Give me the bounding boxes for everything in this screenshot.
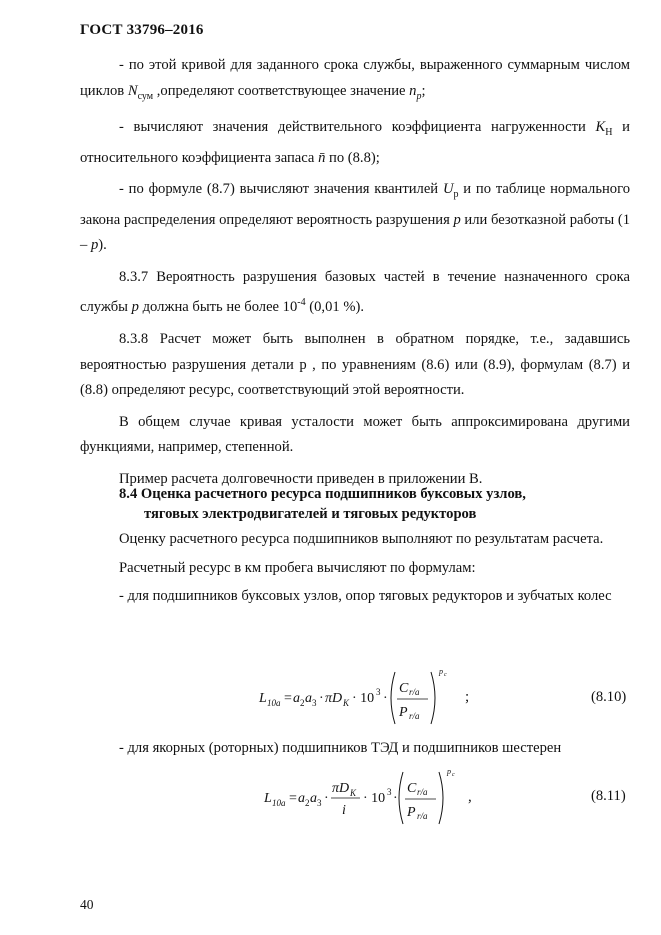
body-text-top bbox=[80, 53, 630, 498]
svg-text:πD: πD bbox=[332, 781, 350, 796]
svg-text:L: L bbox=[259, 691, 267, 706]
paragraph-general: В общем случае кривая усталости может быть аппроксимирована другими функциями, например, степенной. bbox=[80, 413, 630, 456]
svg-text:· 10: · 10 bbox=[352, 691, 375, 706]
svg-text:a: a bbox=[293, 691, 300, 706]
svg-text:3: 3 bbox=[387, 787, 392, 797]
svg-text:p: p bbox=[439, 667, 443, 676]
paragraph-example: Пример расчета долговечности приведен в приложении В. bbox=[119, 470, 483, 487]
page-number: 40 bbox=[80, 897, 94, 912]
paragraph-8-3-8: 8.3.8 Расчет может быть выполнен в обратном порядке, т.е., задавшись вероятностью разрушения детали p , по уравнениям (8.6) или (8.9), формулам (8.7) и (8.8) определяют ресурс, соответствующий этой вероятности. bbox=[80, 330, 630, 399]
formula-8-11 bbox=[260, 763, 460, 829]
equation-number-8-11: (8.11) bbox=[591, 788, 626, 804]
formula-8-10 bbox=[255, 664, 455, 728]
svg-text:i: i bbox=[342, 803, 346, 818]
svg-text:·: · bbox=[383, 691, 388, 706]
svg-text:C: C bbox=[407, 781, 417, 796]
svg-text:L: L bbox=[264, 791, 272, 806]
formula-8-10-graphic bbox=[255, 664, 455, 728]
formula-8-11-comma: , bbox=[468, 789, 472, 805]
svg-text:r/a: r/a bbox=[417, 811, 428, 821]
svg-text:K: K bbox=[350, 788, 357, 798]
svg-text:=: = bbox=[284, 691, 292, 706]
svg-text:P: P bbox=[399, 705, 408, 720]
section-title-line2: тяговых электродвигателей и тяговых редукторов bbox=[144, 506, 477, 522]
paragraph-resource: Расчетный ресурс в км пробега вычисляют по формулам: bbox=[119, 559, 476, 576]
svg-text:r/a: r/a bbox=[409, 711, 420, 721]
paragraph-1: - по этой кривой для заданного срока службы, выраженного суммарным числом циклов $N_{сум}$ ,определяют соответствующее значение $n_p$; bbox=[80, 57, 630, 102]
svg-text:3: 3 bbox=[317, 798, 322, 808]
svg-text:10a: 10a bbox=[272, 798, 286, 808]
svg-text:· 10: · 10 bbox=[363, 791, 386, 806]
svg-text:2: 2 bbox=[305, 798, 310, 808]
formula-8-11-graphic bbox=[260, 763, 460, 829]
svg-text:a: a bbox=[298, 791, 305, 806]
svg-text:a: a bbox=[310, 791, 317, 806]
paragraph-anchor-bearings: - для якорных (роторных) подшипников ТЭД и подшипников шестерен bbox=[119, 740, 562, 756]
svg-text:3: 3 bbox=[376, 687, 381, 697]
paragraph-2: - вычисляют значения действительного коэффициента нагруженности $K_Н$ и относительного коэффициента запаса n̄ по (8.8); bbox=[80, 119, 630, 166]
equation-number-8-10: (8.10) bbox=[591, 689, 627, 705]
svg-text:C: C bbox=[399, 681, 409, 696]
svg-text:πD: πD bbox=[325, 691, 343, 706]
svg-text:2: 2 bbox=[300, 698, 305, 708]
paragraph-8-3-7: 8.3.7 Вероятность разрушения базовых частей в течение назначенного срока службы p должна быть не более $10^{-4}$ (0,01 %). bbox=[80, 268, 630, 316]
svg-text:a: a bbox=[305, 691, 312, 706]
svg-text:r/a: r/a bbox=[409, 687, 420, 697]
svg-text:c: c bbox=[444, 672, 447, 678]
section-title-line1: 8.4 Оценка расчетного ресурса подшипников буксовых узлов, bbox=[119, 486, 526, 502]
svg-text:=: = bbox=[289, 791, 297, 806]
paragraph-estimation: Оценку расчетного ресурса подшипников выполняют по результатам расчета. bbox=[119, 531, 604, 547]
svg-text:c: c bbox=[452, 772, 455, 778]
svg-text:K: K bbox=[343, 698, 350, 708]
svg-text:·: · bbox=[319, 691, 324, 706]
svg-text:10a: 10a bbox=[267, 698, 281, 708]
svg-text:P: P bbox=[407, 805, 416, 820]
paragraph-3: - по формуле (8.7) вычисляют значения квантилей $U_р$ и по таблице нормального закона распределения определяют вероятность разрушения p или безотказной работы (1 – p). bbox=[80, 181, 631, 254]
svg-text:·: · bbox=[324, 791, 329, 806]
formula-8-10-semicolon: ; bbox=[465, 689, 470, 705]
svg-text:p: p bbox=[447, 767, 451, 776]
svg-text:r/a: r/a bbox=[417, 787, 428, 797]
section-heading-8-4 bbox=[119, 484, 619, 524]
svg-text:·: · bbox=[393, 791, 398, 806]
document-header: ГОСТ 33796–2016 bbox=[80, 22, 204, 38]
paragraph-axlebox: - для подшипников буксовых узлов, опор тяговых редукторов и зубчатых колес bbox=[119, 588, 612, 605]
body-text-bottom bbox=[80, 527, 630, 616]
svg-text:3: 3 bbox=[312, 698, 317, 708]
